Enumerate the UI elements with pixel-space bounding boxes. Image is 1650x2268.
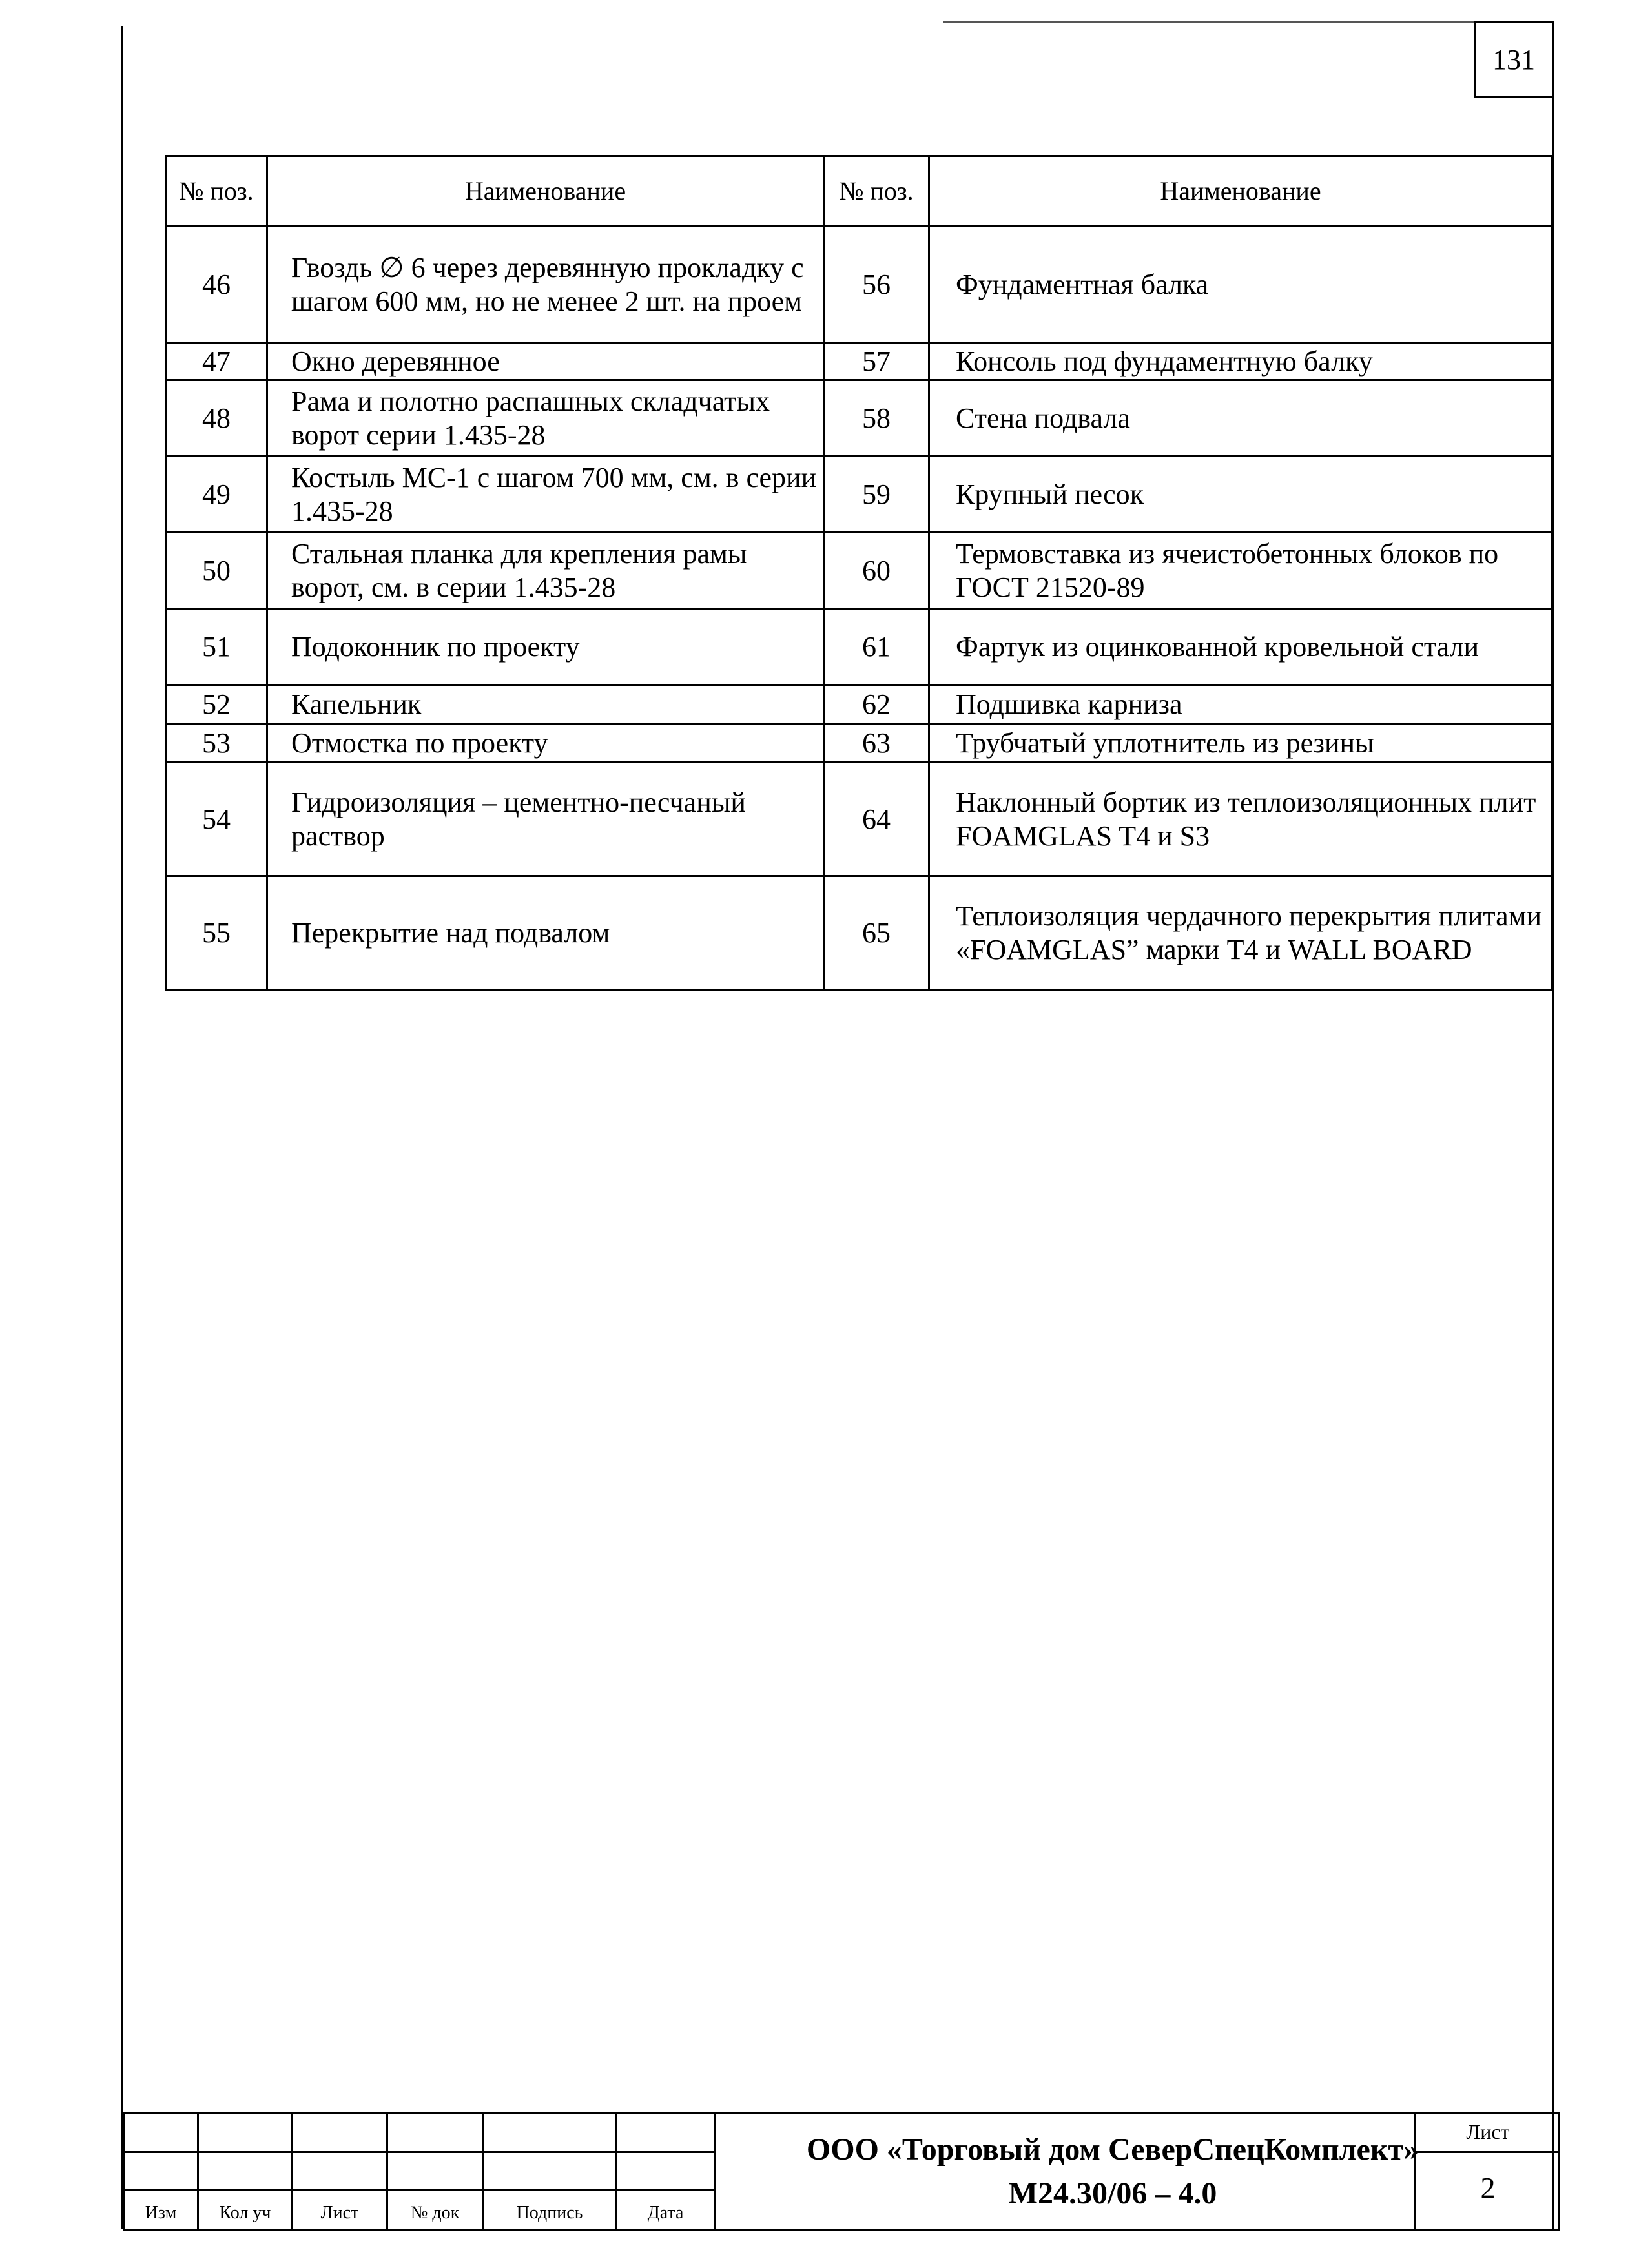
pos-left: 46: [166, 227, 267, 343]
name-right: Термовставка из ячеистобетонных блоков по ГОСТ 21520-89: [929, 533, 1552, 609]
name-left: Отмостка по проекту: [267, 724, 824, 763]
table-row: [166, 457, 1552, 533]
header-name-right: Наименование: [929, 156, 1552, 227]
name-right: Подшивка карниза: [929, 685, 1552, 724]
sheet-column-divider: [1414, 2114, 1416, 2229]
revision-grid-divider: [714, 2114, 716, 2229]
name-right: Консоль под фундаментную балку: [929, 343, 1552, 380]
table-header-row: [166, 156, 1552, 227]
pos-left: 53: [166, 724, 267, 763]
sheet-label: Лист: [1466, 2120, 1510, 2143]
name-left: Гидроизоляция – цементно-песчаный раствор: [267, 763, 824, 876]
name-right: Теплоизоляция чердачного перекрытия плитами «FOAMGLAS” марки T4 и WALL BOARD: [929, 876, 1552, 990]
name-right: Крупный песок: [929, 457, 1552, 533]
pos-left: 54: [166, 763, 267, 876]
frame-left-line: [121, 26, 123, 2229]
pos-right: 63: [824, 724, 929, 763]
pos-left: 51: [166, 609, 267, 685]
pos-right: 56: [824, 227, 929, 343]
pos-right: 59: [824, 457, 929, 533]
pos-right: 57: [824, 343, 929, 380]
name-left: Костыль МС-1 с шагом 700 мм, см. в серии 1.435-28: [267, 457, 824, 533]
revision-grid-row-line: [125, 2151, 715, 2153]
table-row: [166, 343, 1552, 380]
table-row: [166, 685, 1552, 724]
table-row: [166, 609, 1552, 685]
caption-signature: Подпись: [516, 2203, 583, 2223]
header-name-left: Наименование: [267, 156, 824, 227]
caption-doc-number: № док: [410, 2203, 460, 2223]
pos-right: 60: [824, 533, 929, 609]
pos-right: 65: [824, 876, 929, 990]
name-left: Подоконник по проекту: [267, 609, 824, 685]
page-number: 131: [1474, 21, 1554, 98]
caption-list: Лист: [320, 2203, 359, 2223]
name-left: Стальная планка для крепления рамы ворот, см. в серии 1.435-28: [267, 533, 824, 609]
sheet-number: 2: [1480, 2171, 1496, 2204]
header-pos-right: № поз.: [824, 156, 929, 227]
specification-table: [165, 155, 1553, 991]
name-right: Фартук из оцинкованной кровельной стали: [929, 609, 1552, 685]
pos-right: 64: [824, 763, 929, 876]
table-row: [166, 876, 1552, 990]
pos-left: 48: [166, 380, 267, 457]
table-row: [166, 763, 1552, 876]
caption-kol-uch: Кол уч: [219, 2203, 271, 2223]
pos-right: 62: [824, 685, 929, 724]
frame-top-line: [943, 21, 1475, 23]
name-right: Трубчатый уплотнитель из резины: [929, 724, 1552, 763]
name-left: Гвоздь ∅ 6 через деревянную прокладку с шагом 600 мм, но не менее 2 шт. на проем: [267, 227, 824, 343]
caption-izm: Изм: [145, 2203, 177, 2223]
name-left: Капельник: [267, 685, 824, 724]
pos-right: 61: [824, 609, 929, 685]
pos-left: 47: [166, 343, 267, 380]
table-row: [166, 227, 1552, 343]
name-right: Наклонный бортик из теплоизоляционных плит FOAMGLAS T4 и S3: [929, 763, 1552, 876]
pos-left: 50: [166, 533, 267, 609]
name-right: Фундаментная балка: [929, 227, 1552, 343]
company-name: ООО «Торговый дом СеверСпецКомплект»: [806, 2132, 1419, 2167]
caption-date: Дата: [647, 2203, 684, 2223]
pos-left: 55: [166, 876, 267, 990]
name-left: Рама и полотно распашных складчатых ворот серии 1.435-28: [267, 380, 824, 457]
name-right: Стена подвала: [929, 380, 1552, 457]
pos-right: 58: [824, 380, 929, 457]
pos-left: 52: [166, 685, 267, 724]
table-row: [166, 724, 1552, 763]
document-code: М24.30/06 – 4.0: [1008, 2176, 1217, 2211]
pos-left: 49: [166, 457, 267, 533]
title-block: [123, 2112, 1560, 2231]
name-left: Окно деревянное: [267, 343, 824, 380]
table-row: [166, 533, 1552, 609]
revision-grid-row-line: [125, 2189, 715, 2191]
header-pos-left: № поз.: [166, 156, 267, 227]
name-left: Перекрытие над подвалом: [267, 876, 824, 990]
table-row: [166, 380, 1552, 457]
